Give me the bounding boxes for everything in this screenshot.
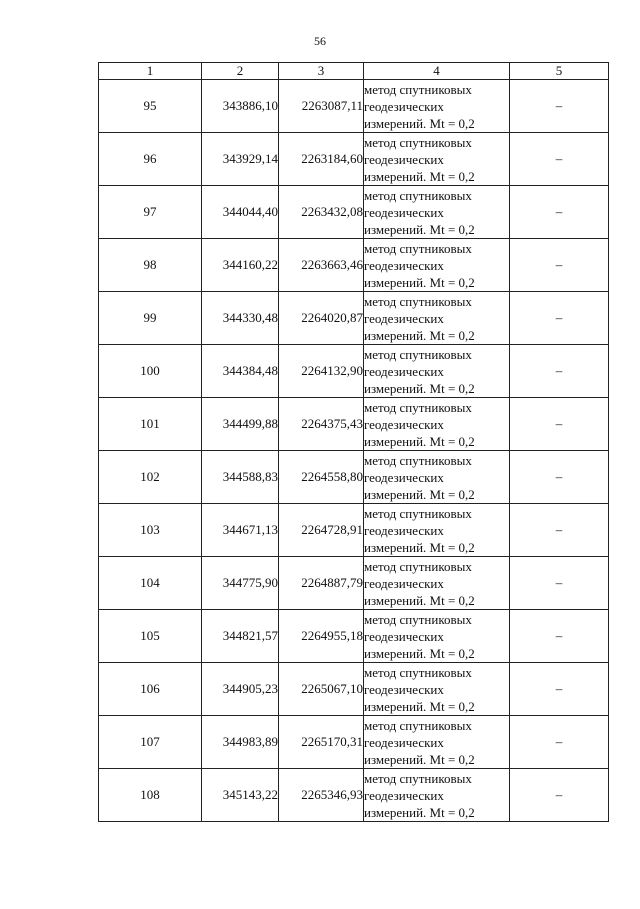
method-line: геодезических [364,734,444,750]
method-cell [364,133,510,186]
x-coordinate-cell: 345143,22 [202,769,279,822]
y-coordinate-cell: 2265170,31 [279,716,364,769]
table-header-row [99,63,609,80]
method-line: геодезических [364,522,444,538]
method-line: метод спутниковых [364,81,472,97]
y-coordinate-cell: 2265067,10 [279,663,364,716]
method-line: метод спутниковых [364,452,472,468]
method-cell [364,292,510,345]
method-line: измерений. Mt = 0,2 [364,380,475,396]
y-coordinate-cell: 2263087,11 [279,80,364,133]
table-row [99,504,609,557]
method-line: измерений. Mt = 0,2 [364,804,475,820]
x-coordinate-cell: 344983,89 [202,716,279,769]
method-line: метод спутниковых [364,240,472,256]
table-row [99,610,609,663]
point-number-cell: 96 [99,133,202,186]
y-coordinate-cell: 2263184,60 [279,133,364,186]
note-cell: – [510,292,609,345]
coordinates-table [98,62,609,822]
method-line: геодезических [364,257,444,273]
y-coordinate-cell: 2263663,46 [279,239,364,292]
table-body [99,80,609,822]
table-row [99,80,609,133]
method-line: измерений. Mt = 0,2 [364,751,475,767]
x-coordinate-cell: 344775,90 [202,557,279,610]
point-number-cell: 108 [99,769,202,822]
note-cell: – [510,610,609,663]
column-header: 1 [99,63,202,80]
y-coordinate-cell: 2264955,18 [279,610,364,663]
x-coordinate-cell: 344330,48 [202,292,279,345]
method-cell [364,663,510,716]
method-line: метод спутниковых [364,611,472,627]
method-line: метод спутниковых [364,134,472,150]
x-coordinate-cell: 343929,14 [202,133,279,186]
y-coordinate-cell: 2264375,43 [279,398,364,451]
note-cell: – [510,239,609,292]
x-coordinate-cell: 344588,83 [202,451,279,504]
method-line: геодезических [364,363,444,379]
method-line: геодезических [364,469,444,485]
note-cell: – [510,345,609,398]
note-cell: – [510,504,609,557]
table-row [99,345,609,398]
point-number-cell: 106 [99,663,202,716]
note-cell: – [510,663,609,716]
method-line: метод спутниковых [364,664,472,680]
method-cell [364,610,510,663]
x-coordinate-cell: 344499,88 [202,398,279,451]
x-coordinate-cell: 344384,48 [202,345,279,398]
method-line: измерений. Mt = 0,2 [364,433,475,449]
method-cell [364,451,510,504]
method-line: геодезических [364,575,444,591]
method-cell [364,398,510,451]
table-row [99,186,609,239]
point-number-cell: 97 [99,186,202,239]
y-coordinate-cell: 2265346,93 [279,769,364,822]
method-cell [364,345,510,398]
note-cell: – [510,769,609,822]
page-number: 56 [314,34,326,48]
table-row [99,557,609,610]
table-row [99,398,609,451]
method-line: метод спутниковых [364,717,472,733]
table-row [99,663,609,716]
point-number-cell: 103 [99,504,202,557]
point-number-cell: 102 [99,451,202,504]
method-line: геодезических [364,204,444,220]
note-cell: – [510,186,609,239]
point-number-cell: 104 [99,557,202,610]
column-header: 4 [364,63,510,80]
x-coordinate-cell: 344160,22 [202,239,279,292]
x-coordinate-cell: 344905,23 [202,663,279,716]
point-number-cell: 107 [99,716,202,769]
y-coordinate-cell: 2264728,91 [279,504,364,557]
y-coordinate-cell: 2264558,80 [279,451,364,504]
method-cell [364,186,510,239]
method-line: геодезических [364,787,444,803]
method-line: геодезических [364,416,444,432]
note-cell: – [510,557,609,610]
method-line: метод спутниковых [364,505,472,521]
method-line: метод спутниковых [364,399,472,415]
table-row [99,716,609,769]
method-line: измерений. Mt = 0,2 [364,539,475,555]
method-line: метод спутниковых [364,770,472,786]
method-line: метод спутниковых [364,558,472,574]
method-line: геодезических [364,151,444,167]
method-line: измерений. Mt = 0,2 [364,327,475,343]
method-line: измерений. Mt = 0,2 [364,698,475,714]
y-coordinate-cell: 2264887,79 [279,557,364,610]
method-line: измерений. Mt = 0,2 [364,592,475,608]
note-cell: – [510,451,609,504]
column-header: 5 [510,63,609,80]
note-cell: – [510,80,609,133]
note-cell: – [510,133,609,186]
table-row [99,133,609,186]
method-line: измерений. Mt = 0,2 [364,486,475,502]
method-line: измерений. Mt = 0,2 [364,645,475,661]
point-number-cell: 98 [99,239,202,292]
table-row [99,769,609,822]
note-cell: – [510,716,609,769]
column-header: 2 [202,63,279,80]
method-line: геодезических [364,98,444,114]
x-coordinate-cell: 344671,13 [202,504,279,557]
point-number-cell: 95 [99,80,202,133]
table-row [99,239,609,292]
method-line: геодезических [364,681,444,697]
method-line: измерений. Mt = 0,2 [364,274,475,290]
method-cell [364,557,510,610]
method-cell [364,504,510,557]
point-number-cell: 105 [99,610,202,663]
y-coordinate-cell: 2264020,87 [279,292,364,345]
method-cell [364,769,510,822]
method-line: метод спутниковых [364,187,472,203]
method-line: измерений. Mt = 0,2 [364,221,475,237]
note-cell: – [510,398,609,451]
point-number-cell: 101 [99,398,202,451]
x-coordinate-cell: 343886,10 [202,80,279,133]
method-line: метод спутниковых [364,293,472,309]
method-line: измерений. Mt = 0,2 [364,168,475,184]
method-cell [364,239,510,292]
method-line: геодезических [364,628,444,644]
method-line: метод спутниковых [364,346,472,362]
y-coordinate-cell: 2264132,90 [279,345,364,398]
method-line: измерений. Mt = 0,2 [364,115,475,131]
y-coordinate-cell: 2263432,08 [279,186,364,239]
table-row [99,292,609,345]
x-coordinate-cell: 344044,40 [202,186,279,239]
point-number-cell: 99 [99,292,202,345]
method-cell [364,80,510,133]
method-cell [364,716,510,769]
x-coordinate-cell: 344821,57 [202,610,279,663]
method-line: геодезических [364,310,444,326]
point-number-cell: 100 [99,345,202,398]
table-row [99,451,609,504]
column-header: 3 [279,63,364,80]
